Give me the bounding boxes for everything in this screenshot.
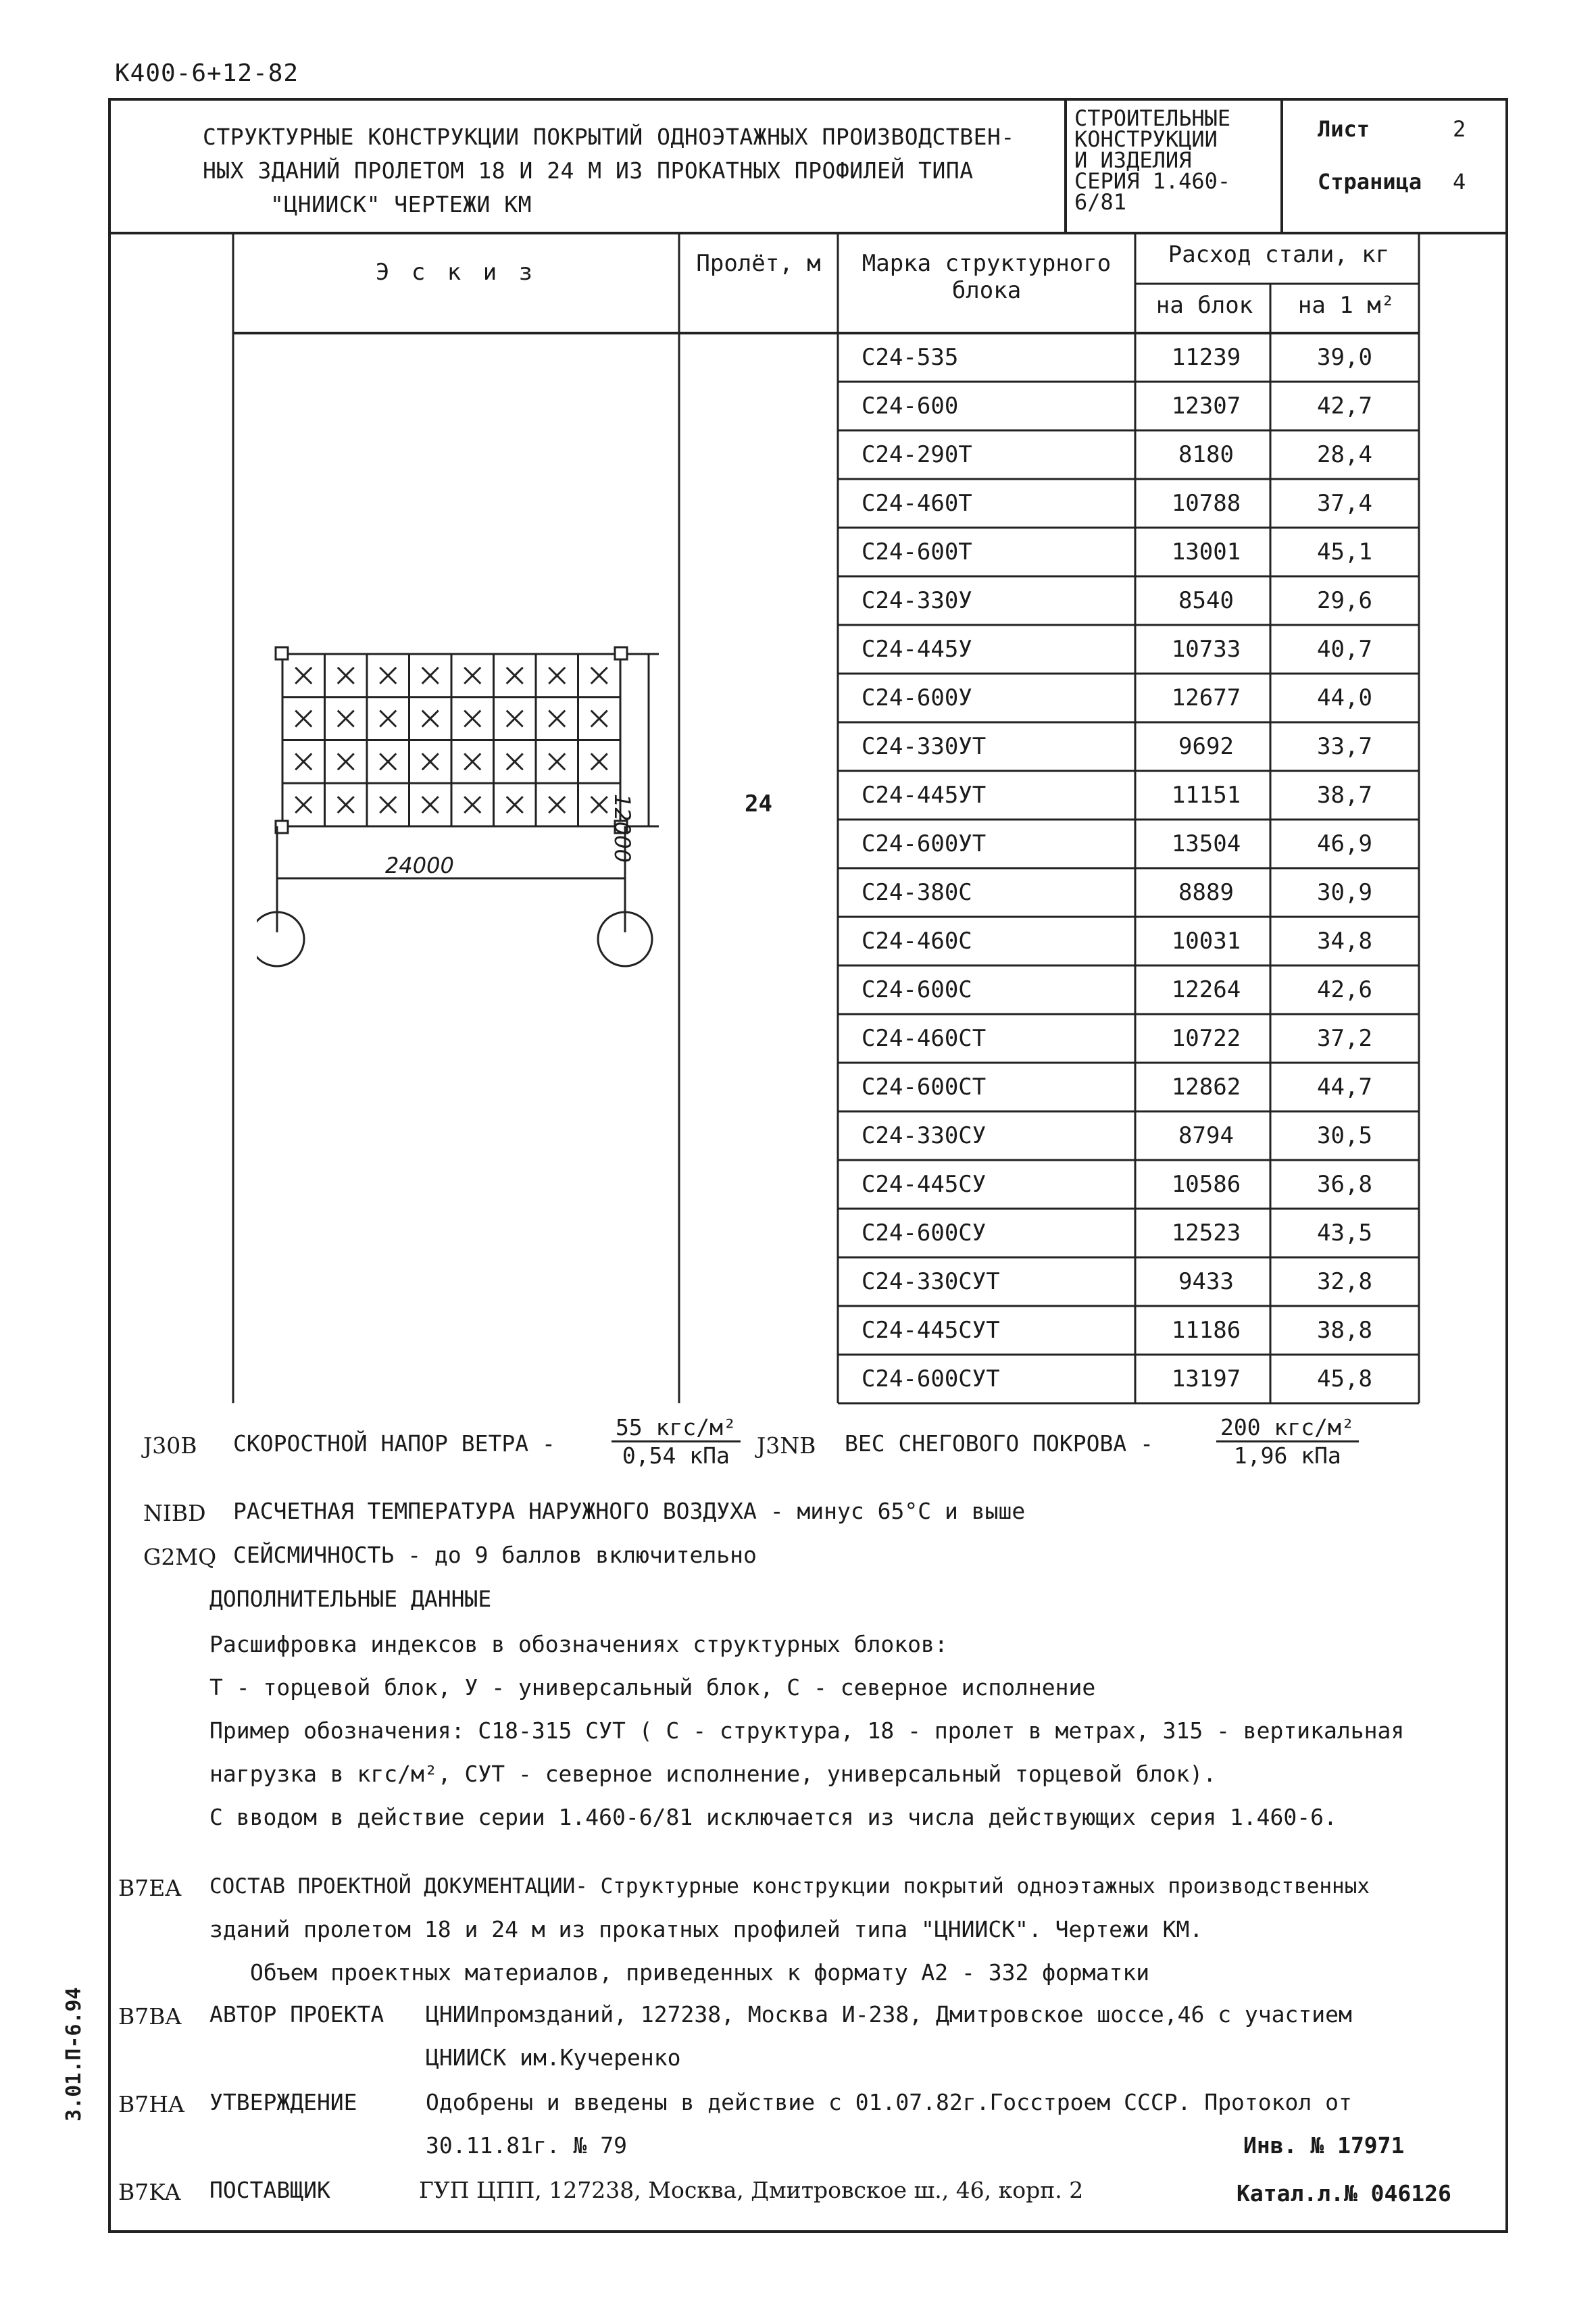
row-per-m2: 28,4 xyxy=(1317,441,1372,468)
col-header-per-m2: на 1 м² xyxy=(1297,292,1395,319)
row-mark: С24-290Т xyxy=(862,441,972,468)
row-per-m2: 46,9 xyxy=(1317,830,1372,857)
col-header-span: Пролёт, м xyxy=(696,250,821,277)
extra-title: ДОПОЛНИТЕЛЬНЫЕ ДАННЫЕ xyxy=(209,1586,492,1612)
row-mark: С24-600Т xyxy=(862,538,972,565)
page-value: 4 xyxy=(1453,169,1466,195)
row-per-block: 10733 xyxy=(1171,636,1241,663)
row-per-block: 12862 xyxy=(1171,1074,1241,1101)
row-per-m2: 36,8 xyxy=(1317,1171,1372,1198)
series-line: СЕРИЯ 1.460-6/81 xyxy=(1074,168,1231,215)
row-per-m2: 45,8 xyxy=(1317,1365,1372,1392)
row-per-m2: 38,7 xyxy=(1317,782,1372,809)
row-mark: С24-330СУ xyxy=(862,1122,987,1149)
series-line: И ИЗДЕЛИЯ xyxy=(1074,147,1192,173)
row-per-block: 10586 xyxy=(1171,1171,1241,1198)
docs-line: Объем проектных материалов, приведенных к формату А2 - 332 форматки xyxy=(250,1959,1150,1986)
side-stamp: 3.01.П-6.94 xyxy=(62,1987,86,2121)
wind-value-kgs: 55 кгс/м² xyxy=(612,1414,741,1442)
row-mark: С24-445У xyxy=(862,636,972,663)
wind-value-kpa: 0,54 кПа xyxy=(622,1442,730,1469)
docs-code: B7EA xyxy=(118,1875,182,1901)
row-per-m2: 37,4 xyxy=(1317,490,1372,517)
row-per-m2: 40,7 xyxy=(1317,636,1372,663)
col-header-steel: Расход стали, кг xyxy=(1168,241,1390,268)
title-line: СТРУКТУРНЫЕ КОНСТРУКЦИИ ПОКРЫТИЙ ОДНОЭТАЖНЫХ ПРОИЗВОДСТВЕН- xyxy=(203,124,1015,150)
row-mark: С24-600С xyxy=(862,976,972,1003)
document-number: К400-6+12-82 xyxy=(115,59,299,87)
row-mark: С24-600СТ xyxy=(862,1074,987,1101)
author-line: ЦНИИСК им.Кучеренко xyxy=(426,2044,681,2071)
row-per-m2: 45,1 xyxy=(1317,538,1372,565)
row-per-block: 10788 xyxy=(1171,490,1241,517)
seism-text: СЕЙСМИЧНОСТЬ - до 9 баллов включительно xyxy=(233,1542,757,1568)
author-line: ЦНИИпромзданий, 127238, Москва И-238, Дмитровское шоссе,46 с участием xyxy=(426,2001,1352,2028)
row-per-block: 12523 xyxy=(1171,1219,1241,1247)
catalog-number: Катал.л.№ 046126 xyxy=(1237,2180,1451,2207)
row-per-block: 11239 xyxy=(1171,344,1241,371)
row-per-m2: 42,7 xyxy=(1317,393,1372,420)
snow-value xyxy=(1216,1414,1359,1469)
snow-value-kgs: 200 кгс/м² xyxy=(1216,1414,1359,1442)
row-per-block: 13197 xyxy=(1171,1365,1241,1392)
supplier-code: B7KA xyxy=(118,2179,181,2205)
sketch-dim-vertical: 12000 xyxy=(609,794,635,863)
docs-line: СОСТАВ ПРОЕКТНОЙ ДОКУМЕНТАЦИИ- Структурные конструкции покрытий одноэтажных производственных xyxy=(209,1874,1370,1898)
row-mark: С24-330СУТ xyxy=(862,1268,1000,1295)
row-per-block: 10031 xyxy=(1171,928,1241,955)
row-mark: С24-460С xyxy=(862,928,972,955)
row-per-block: 12264 xyxy=(1171,976,1241,1003)
row-per-m2: 33,7 xyxy=(1317,733,1372,760)
row-per-block: 8794 xyxy=(1178,1122,1234,1149)
snow-code: J3NB xyxy=(757,1432,816,1459)
author-label: АВТОР ПРОЕКТА xyxy=(209,2001,384,2028)
row-mark: С24-460Т xyxy=(862,490,972,517)
row-mark: С24-330У xyxy=(862,587,972,614)
supplier-text: ГУП ЦПП, 127238, Москва, Дмитровское ш., 46, корп. 2 xyxy=(419,2177,1084,2203)
wind-value xyxy=(612,1414,741,1469)
row-mark: С24-445СУ xyxy=(862,1171,987,1198)
seism-code: G2MQ xyxy=(143,1544,217,1570)
row-per-m2: 43,5 xyxy=(1317,1219,1372,1247)
temp-code: NIBD xyxy=(143,1500,206,1526)
temp-text: РАСЧЕТНАЯ ТЕМПЕРАТУРА НАРУЖНОГО ВОЗДУХА - минус 65°С и выше xyxy=(233,1498,1026,1524)
approval-line: Одобрены и введены в действие с 01.07.82г.Госстроем СССР. Протокол от xyxy=(426,2089,1352,2115)
extra-line: С вводом в действие серии 1.460-6/81 исключается из числа действующих серия 1.460-6. xyxy=(209,1804,1337,1830)
snow-value-kpa: 1,96 кПа xyxy=(1233,1442,1341,1469)
extra-line: Т - торцевой блок, У - универсальный блок, С - северное исполнение xyxy=(209,1674,1096,1701)
row-per-block: 9433 xyxy=(1178,1268,1234,1295)
row-per-m2: 30,9 xyxy=(1317,879,1372,906)
sheet-label: Лист xyxy=(1318,116,1370,142)
row-per-block: 12677 xyxy=(1171,684,1241,711)
wind-label: СКОРОСТНОЙ НАПОР ВЕТРА - xyxy=(233,1430,555,1457)
row-per-m2: 34,8 xyxy=(1317,928,1372,955)
span-value: 24 xyxy=(745,790,772,818)
col-header-mark: Марка структурного блока xyxy=(862,250,1112,304)
row-per-block: 11186 xyxy=(1171,1317,1241,1344)
row-mark: С24-600СУ xyxy=(862,1219,987,1247)
approval-code: B7HA xyxy=(118,2091,184,2117)
row-per-m2: 32,8 xyxy=(1317,1268,1372,1295)
row-per-block: 8180 xyxy=(1178,441,1234,468)
row-per-block: 12307 xyxy=(1171,393,1241,420)
row-per-m2: 42,6 xyxy=(1317,976,1372,1003)
series-line: СТРОИТЕЛЬНЫЕ xyxy=(1074,105,1231,131)
extra-line: Пример обозначения: С18-315 СУТ ( С - структура, 18 - пролет в метрах, 315 - вертикальная xyxy=(209,1717,1405,1744)
title-line: НЫХ ЗДАНИЙ ПРОЛЕТОМ 18 И 24 М ИЗ ПРОКАТНЫХ ПРОФИЛЕЙ ТИПА xyxy=(203,157,974,184)
col-header-per-block: на блок xyxy=(1155,292,1253,319)
row-per-block: 11151 xyxy=(1171,782,1241,809)
title-line: "ЦНИИСК" ЧЕРТЕЖИ КМ xyxy=(270,191,532,218)
author-code: B7BA xyxy=(118,2003,182,2030)
row-per-m2: 38,8 xyxy=(1317,1317,1372,1344)
row-per-m2: 44,0 xyxy=(1317,684,1372,711)
row-per-block: 8540 xyxy=(1178,587,1234,614)
inventory-number: Инв. № 17971 xyxy=(1243,2132,1405,2159)
row-per-block: 13001 xyxy=(1171,538,1241,565)
row-mark: С24-600У xyxy=(862,684,972,711)
row-mark: С24-600 xyxy=(862,393,959,420)
row-per-m2: 44,7 xyxy=(1317,1074,1372,1101)
page-label: Страница xyxy=(1318,169,1422,195)
row-mark: С24-445СУТ xyxy=(862,1317,1000,1344)
row-per-m2: 37,2 xyxy=(1317,1025,1372,1052)
row-per-m2: 30,5 xyxy=(1317,1122,1372,1149)
row-mark: С24-600СУТ xyxy=(862,1365,1000,1392)
approval-line: 30.11.81г. № 79 xyxy=(426,2132,628,2159)
col-header-sketch: Э с к и з xyxy=(375,259,537,286)
approval-label: УТВЕРЖДЕНИЕ xyxy=(209,2089,357,2115)
sketch-dim-horizontal: 24000 xyxy=(385,853,454,878)
supplier-label: ПОСТАВЩИК xyxy=(209,2177,330,2203)
row-mark: С24-535 xyxy=(862,344,959,371)
extra-line: нагрузка в кгс/м², СУТ - северное исполнение, универсальный торцевой блок). xyxy=(209,1761,1217,1787)
series-line: КОНСТРУКЦИИ xyxy=(1074,126,1218,152)
snow-label: ВЕС СНЕГОВОГО ПОКРОВА - xyxy=(845,1430,1153,1457)
row-mark: С24-330УТ xyxy=(862,733,987,760)
row-per-block: 10722 xyxy=(1171,1025,1241,1052)
docs-line: зданий пролетом 18 и 24 м из прокатных профилей типа "ЦНИИСК". Чертежи КМ. xyxy=(209,1916,1203,1942)
row-mark: С24-445УТ xyxy=(862,782,987,809)
wind-code: J30B xyxy=(143,1432,197,1459)
row-per-block: 13504 xyxy=(1171,830,1241,857)
row-mark: С24-460СТ xyxy=(862,1025,987,1052)
extra-line: Расшифровка индексов в обозначениях структурных блоков: xyxy=(209,1631,948,1657)
row-per-block: 8889 xyxy=(1178,879,1234,906)
row-mark: С24-600УТ xyxy=(862,830,987,857)
row-mark: С24-380С xyxy=(862,879,972,906)
row-per-block: 9692 xyxy=(1178,733,1234,760)
sheet-value: 2 xyxy=(1453,116,1466,142)
row-per-m2: 29,6 xyxy=(1317,587,1372,614)
row-per-m2: 39,0 xyxy=(1317,344,1372,371)
